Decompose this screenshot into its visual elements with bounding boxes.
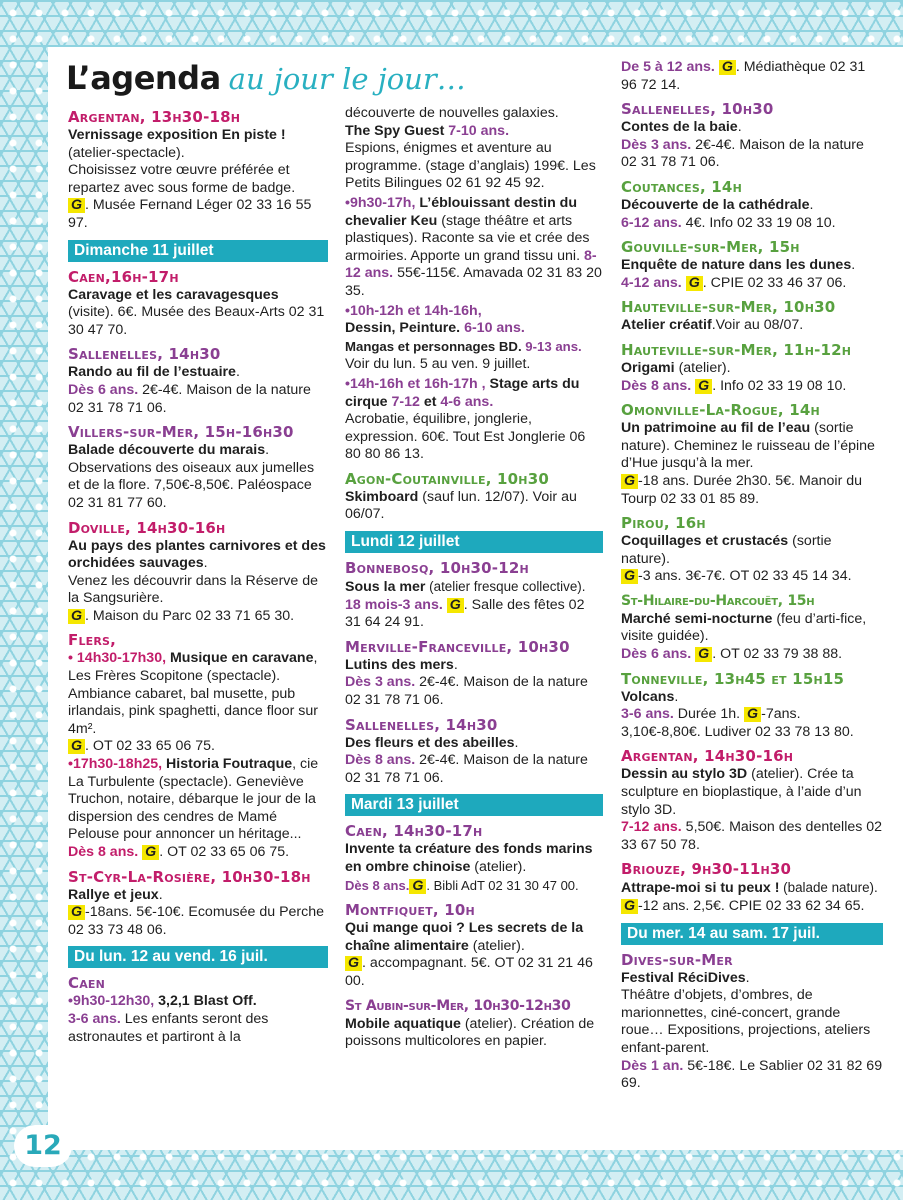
event-info: . bbox=[674, 688, 679, 705]
page-title bbox=[66, 59, 466, 97]
event-info: 5,50€. Maison des dentelles 02 33 67 50 78. bbox=[621, 819, 883, 853]
event-title: The Spy Guest bbox=[345, 122, 445, 139]
g-badge: G bbox=[744, 707, 761, 722]
event-title: Rando au fil de l’estuaire bbox=[68, 364, 236, 381]
city-heading: Tonneville, 13h45 et 15h15 bbox=[621, 669, 845, 688]
g-badge: G bbox=[686, 276, 703, 291]
event bbox=[68, 287, 328, 340]
event-title: Des fleurs et des abeilles bbox=[345, 734, 515, 751]
event-info: . bbox=[514, 734, 519, 751]
event bbox=[621, 766, 883, 854]
age-range: 7-12 bbox=[387, 393, 420, 410]
event-info: 2€-4€. Maison de la nature 02 31 78 71 06. bbox=[345, 752, 588, 786]
age-range: Dès 1 an. bbox=[621, 1057, 684, 1074]
event bbox=[68, 650, 328, 756]
event bbox=[345, 1016, 603, 1051]
g-badge: G bbox=[345, 956, 362, 971]
city-heading: Hauteville-sur-Mer, 10h30 bbox=[621, 298, 836, 317]
event-info: . Musée Fernand Léger 02 33 16 55 97. bbox=[68, 197, 312, 231]
column-1 bbox=[68, 107, 328, 1046]
g-badge: G bbox=[695, 379, 712, 394]
event-info: . Médiathèque 02 31 96 72 14. bbox=[621, 59, 866, 93]
event-title: Mangas et personnages BD. bbox=[345, 338, 522, 354]
event-info: , cie La Turbulente (spectacle). Geneviève Truchon, notaire, débarque le jour de la dispersion des cendres de Mamé Pelouse pour annoncer un héritage... bbox=[68, 756, 319, 843]
event-title: Rallye et jeux bbox=[68, 886, 159, 903]
event-info: (atelier). bbox=[470, 859, 527, 875]
event-info: 2€-4€. Maison de la nature 02 31 78 71 06. bbox=[621, 136, 864, 171]
event-title: L’éblouissant destin du chevalier Keu bbox=[345, 194, 578, 229]
event-title: Découverte de la cathédrale bbox=[621, 196, 810, 213]
g-badge: G bbox=[719, 60, 736, 75]
event-title: Atelier créatif bbox=[621, 317, 712, 334]
event-info: Voir du lun. 5 au ven. 9 juillet. bbox=[345, 356, 531, 373]
city-heading: St-Cyr-La-Rosière, 10h30-18h bbox=[68, 867, 311, 886]
date-band: Mardi 13 juillet bbox=[345, 794, 603, 816]
city-heading: Sallenelles, 14h30 bbox=[345, 715, 498, 734]
event-time: •17h30-18h25, bbox=[68, 756, 163, 773]
age-range: Dès 8 ans. bbox=[621, 377, 692, 394]
event-continued bbox=[621, 59, 883, 94]
city-heading: Dives-sur-Mer bbox=[621, 950, 733, 969]
event bbox=[345, 841, 603, 895]
event-info: Les enfants seront des astronautes et partiront à la bbox=[68, 1010, 269, 1045]
event-info: et bbox=[419, 393, 441, 410]
event-title: Festival RéciDives bbox=[621, 969, 746, 986]
g-badge: G bbox=[447, 598, 464, 613]
age-range: Dès 8 ans. bbox=[345, 877, 410, 893]
g-badge: G bbox=[142, 845, 159, 860]
column-3 bbox=[621, 59, 883, 1093]
city-heading: Villers-sur-Mer, 15h-16h30 bbox=[68, 423, 294, 442]
city-heading: Caen,16h-17h bbox=[68, 267, 179, 286]
event bbox=[345, 735, 603, 788]
event-info: . OT 02 33 65 06 75. bbox=[159, 844, 290, 860]
g-badge: G bbox=[621, 474, 638, 489]
event-info: . bbox=[737, 119, 742, 136]
g-badge: G bbox=[409, 879, 426, 894]
event-info: (sortie nature). Cheminez le ruisseau de l’épine d’Hue jusqu’à la mer. bbox=[621, 420, 875, 472]
event-info: . accompagnant. 5€. OT 02 31 21 46 00. bbox=[345, 955, 593, 989]
g-badge: G bbox=[68, 198, 85, 213]
event-info: (atelier). bbox=[674, 359, 731, 376]
city-heading: Sallenelles, 10h30 bbox=[621, 100, 774, 119]
event-info: . Salle des fêtes 02 31 64 24 91. bbox=[345, 596, 585, 631]
event bbox=[345, 303, 603, 374]
event-title: Enquête de nature dans les dunes bbox=[621, 257, 852, 274]
event-info: Théâtre d’objets, d’ombres, de marionnettes, ciné-concert, grande roue… Expositions, projections, ateliers enfant-parent. bbox=[621, 987, 871, 1056]
event bbox=[621, 360, 883, 395]
g-badge: G bbox=[68, 609, 85, 624]
event-info: 2€-4€. Maison de la nature 02 31 78 71 06. bbox=[68, 381, 311, 416]
event-info: 55€-115€. Amavada 02 31 83 20 35. bbox=[345, 265, 602, 299]
date-band: Du lun. 12 au vend. 16 juil. bbox=[68, 946, 328, 968]
event-info: (feu d’arti-fice, visite guidée). bbox=[621, 610, 867, 645]
event-title: Contes de la baie bbox=[621, 119, 738, 136]
city-heading: Pirou, 16h bbox=[621, 514, 706, 533]
event bbox=[621, 533, 883, 586]
event bbox=[621, 970, 883, 1093]
event-info: (atelier fresque collective). bbox=[425, 579, 586, 595]
event-info: (atelier). Création de poissons multicolores en papier. bbox=[345, 1015, 595, 1050]
event bbox=[345, 578, 603, 632]
event-title: Mobile aquatique bbox=[345, 1015, 461, 1032]
event-info: . bbox=[809, 196, 814, 213]
city-heading: Gouville-sur-Mer, 15h bbox=[621, 238, 800, 257]
age-range: 3-6 ans. bbox=[68, 1010, 121, 1027]
event-info: (sauf lun. 12/07). Voir au 06/07. bbox=[345, 488, 577, 523]
city-heading: Caen, 14h30-17h bbox=[345, 822, 483, 841]
event-info: . Info 02 33 19 08 10. bbox=[712, 377, 847, 394]
event-info: -18 ans. Durée 2h30. 5€. Manoir du Tourp 02 33 01 85 89. bbox=[621, 472, 863, 507]
page-number: 12 bbox=[14, 1125, 72, 1167]
city-heading: St-Hilaire-du-Harcouët, 15h bbox=[621, 592, 815, 609]
title-script: au jour le jour… bbox=[228, 62, 466, 96]
event bbox=[345, 195, 603, 301]
city-heading: Flers, bbox=[68, 631, 117, 650]
age-range: Dès 3 ans. bbox=[621, 136, 692, 153]
city-heading: Briouze, 9h30-11h30 bbox=[621, 860, 792, 879]
event bbox=[345, 489, 603, 524]
event-info: -18ans. 5€-10€. Ecomusée du Perche 02 33 73 48 06. bbox=[68, 904, 325, 938]
event bbox=[621, 420, 883, 508]
event-info: .Voir au 08/07. bbox=[711, 317, 804, 334]
event-title: Volcans bbox=[621, 688, 675, 705]
event-info: 4€. Info 02 33 19 08 10. bbox=[681, 214, 836, 231]
event-info: . bbox=[235, 364, 240, 381]
city-heading: Doville, 14h30-16h bbox=[68, 518, 226, 537]
age-range: 7-12 ans. bbox=[621, 819, 682, 836]
event bbox=[345, 920, 603, 990]
event-time: •14h-16h et 16h-17h , bbox=[345, 375, 486, 392]
event-info: . CPIE 02 33 46 37 06. bbox=[702, 274, 847, 291]
event-title: Balade découverte du marais bbox=[68, 442, 266, 459]
event bbox=[621, 611, 883, 664]
event-info: . bbox=[745, 969, 750, 986]
event bbox=[345, 123, 603, 193]
event-title: Caravage et les caravagesques bbox=[68, 286, 279, 303]
city-heading: Coutances, 14h bbox=[621, 177, 742, 196]
event bbox=[621, 197, 883, 232]
city-heading: Agon-Coutainville, 10h30 bbox=[345, 469, 549, 488]
event-info: 5€-18€. Le Sablier 02 31 82 69 69. bbox=[621, 1057, 883, 1092]
age-range: Dès 8 ans. bbox=[68, 844, 139, 860]
event-info: (atelier-spectacle). bbox=[68, 144, 185, 161]
event-info: -3 ans. 3€-7€. OT 02 33 45 14 34. bbox=[638, 568, 852, 585]
event-title: Musique en caravane bbox=[166, 650, 314, 667]
event-info: . bbox=[203, 555, 208, 572]
date-band: Dimanche 11 juillet bbox=[68, 240, 328, 262]
event-info: Durée 1h. bbox=[673, 706, 741, 723]
g-badge: G bbox=[68, 905, 85, 920]
age-range: 3-6 ans. bbox=[621, 706, 674, 723]
event-time: • 14h30-17h30, bbox=[68, 650, 167, 667]
event-info: 2€-4€. Maison de la nature 02 31 78 71 06. bbox=[345, 674, 588, 709]
event bbox=[68, 364, 328, 417]
date-band: Du mer. 14 au sam. 17 juil. bbox=[621, 923, 883, 945]
event-time: •9h30-12h30, bbox=[68, 993, 155, 1010]
event-info: (atelier). bbox=[468, 937, 525, 954]
event-info: . Maison du Parc 02 33 71 65 30. bbox=[85, 607, 295, 624]
event-title: Un patrimoine au fil de l’eau bbox=[621, 420, 811, 437]
event-title: Dessin, Peinture. bbox=[345, 320, 461, 337]
age-range: De 5 à 12 ans. bbox=[621, 59, 715, 75]
event-time: •9h30-17h, bbox=[345, 194, 416, 211]
city-heading: Omonville-La-Rogue, 14h bbox=[621, 401, 820, 420]
g-badge: G bbox=[68, 739, 85, 754]
event bbox=[345, 376, 603, 464]
city-heading: Montfiquet, 10h bbox=[345, 901, 475, 920]
event-info: -12 ans. 2,5€. CPIE 02 33 62 34 65. bbox=[638, 898, 865, 914]
event-info: Acrobatie, équilibre, jonglerie, expression. 60€. Tout Est Jonglerie 06 80 80 86 13. bbox=[345, 411, 586, 463]
date-band: Lundi 12 juillet bbox=[345, 531, 603, 553]
event-info: Venez les découvrir dans la Réserve de la Sangsurière. bbox=[68, 572, 318, 607]
event-info: -7ans. 3,10€-8,80€. Ludiver 02 33 78 13 80. bbox=[621, 706, 854, 740]
event bbox=[621, 119, 883, 172]
event-info: (balade nature). bbox=[779, 880, 878, 896]
event-time: •10h-12h et 14h-16h, bbox=[345, 302, 482, 319]
city-heading: Argentan, 14h30-16h bbox=[621, 747, 794, 766]
city-heading: Merville-Franceville, 10h30 bbox=[345, 637, 570, 656]
event-info: . bbox=[158, 886, 163, 903]
city-heading: St Aubin-sur-Mer, 10h30-12h30 bbox=[345, 997, 571, 1014]
event-info: (atelier). Crée ta sculpture en bioplastique, à l’aide d’un stylo 3D. bbox=[621, 766, 862, 818]
event-continued: découverte de nouvelles galaxies. bbox=[345, 105, 559, 121]
age-range: Dès 3 ans. bbox=[345, 674, 416, 691]
event-title: Sous la mer bbox=[345, 579, 426, 596]
age-range: 9-13 ans. bbox=[521, 338, 582, 354]
event-title: Origami bbox=[621, 359, 675, 376]
event-title: Invente ta créature des fonds marins en ombre chinoise bbox=[345, 841, 593, 875]
event bbox=[68, 442, 328, 512]
event-info: . bbox=[851, 257, 856, 274]
age-range: Dès 6 ans. bbox=[68, 381, 139, 398]
event-title: Qui mange quoi ? Les secrets de la chaîne alimentaire bbox=[345, 920, 584, 954]
age-range: 6-12 ans. bbox=[621, 214, 682, 231]
event-info: . Bibli AdT 02 31 30 47 00. bbox=[426, 877, 579, 893]
city-heading: Caen bbox=[68, 974, 106, 993]
city-heading: Bonnebosq, 10h30-12h bbox=[345, 559, 529, 578]
event-info: (stage théâtre et arts plastiques). Raconte sa vie et crée des armoiries. Apporte un grand tissu uni. bbox=[345, 212, 590, 264]
age-range: 6-10 ans. bbox=[460, 320, 525, 337]
title-bold: L’agenda bbox=[66, 59, 221, 97]
event bbox=[621, 879, 883, 915]
event bbox=[621, 317, 883, 335]
event-info: Observations des oiseaux aux jumelles et de la flore. 7,50€-8,50€. Paléospace 02 31 81 77 60. bbox=[68, 459, 315, 511]
event-title: Lutins des mers bbox=[345, 656, 454, 673]
event-info: . bbox=[453, 656, 458, 673]
age-range: 7-10 ans. bbox=[444, 122, 510, 139]
event-info: Choisissez votre œuvre préférée et repartez avec sous forme de badge. bbox=[68, 162, 296, 196]
age-range: Dès 8 ans. bbox=[345, 752, 416, 769]
event-title: Vernissage exposition En piste ! bbox=[68, 127, 286, 143]
g-badge: G bbox=[621, 569, 638, 584]
event bbox=[68, 993, 328, 1046]
column-2 bbox=[345, 105, 603, 1051]
event bbox=[68, 127, 328, 233]
g-badge: G bbox=[621, 899, 638, 914]
event bbox=[68, 887, 328, 940]
event-info: Espions, énigmes et aventure au programme. (stage d’anglais) 199€. Les Petits Bilingues 02 61 92 45 92. bbox=[345, 140, 596, 192]
agenda-page bbox=[48, 47, 903, 1150]
event-title: Dessin au stylo 3D bbox=[621, 766, 748, 783]
g-badge: G bbox=[695, 647, 712, 662]
event-info: (sortie nature). bbox=[621, 533, 832, 567]
event bbox=[345, 657, 603, 710]
event-info: , Les Frères Scopitone (spectacle). Ambiance cabaret, bal musette, pub irlandais, pink spaghetti, dance floor sur 4m². bbox=[68, 650, 318, 737]
event-title: Skimboard bbox=[345, 488, 419, 505]
event-info: (visite). 6€. Musée des Beaux-Arts 02 31 30 47 70. bbox=[68, 304, 325, 338]
city-heading: Sallenelles, 14h30 bbox=[68, 345, 221, 364]
age-range: 4-12 ans. bbox=[621, 274, 682, 291]
event-title: Historia Foutraque bbox=[162, 756, 293, 773]
event-title: Coquillages et crustacés bbox=[621, 533, 789, 550]
event-title: Au pays des plantes carnivores et des orchidées sauvages bbox=[68, 537, 326, 572]
age-range: 4-6 ans. bbox=[440, 393, 494, 410]
event-title: Stage arts du cirque bbox=[345, 375, 580, 410]
age-range: Dès 6 ans. bbox=[621, 646, 692, 663]
event-title: 3,2,1 Blast Off. bbox=[154, 993, 257, 1010]
city-heading: Hauteville-sur-Mer, 11h-12h bbox=[621, 340, 852, 359]
event bbox=[68, 538, 328, 626]
event-title: Marché semi-nocturne bbox=[621, 610, 773, 627]
event-info: . OT 02 33 79 38 88. bbox=[712, 646, 843, 663]
event bbox=[621, 257, 883, 292]
event-info: . bbox=[265, 442, 270, 459]
event bbox=[68, 756, 328, 862]
event-title: Attrape-moi si tu peux ! bbox=[621, 880, 780, 897]
city-heading: Argentan, 13h30-18h bbox=[68, 108, 241, 126]
age-range: 18 mois-3 ans. bbox=[345, 596, 443, 613]
event bbox=[621, 689, 883, 742]
event-info: . OT 02 33 65 06 75. bbox=[85, 738, 215, 755]
age-range: 8-12 ans. bbox=[345, 247, 597, 282]
